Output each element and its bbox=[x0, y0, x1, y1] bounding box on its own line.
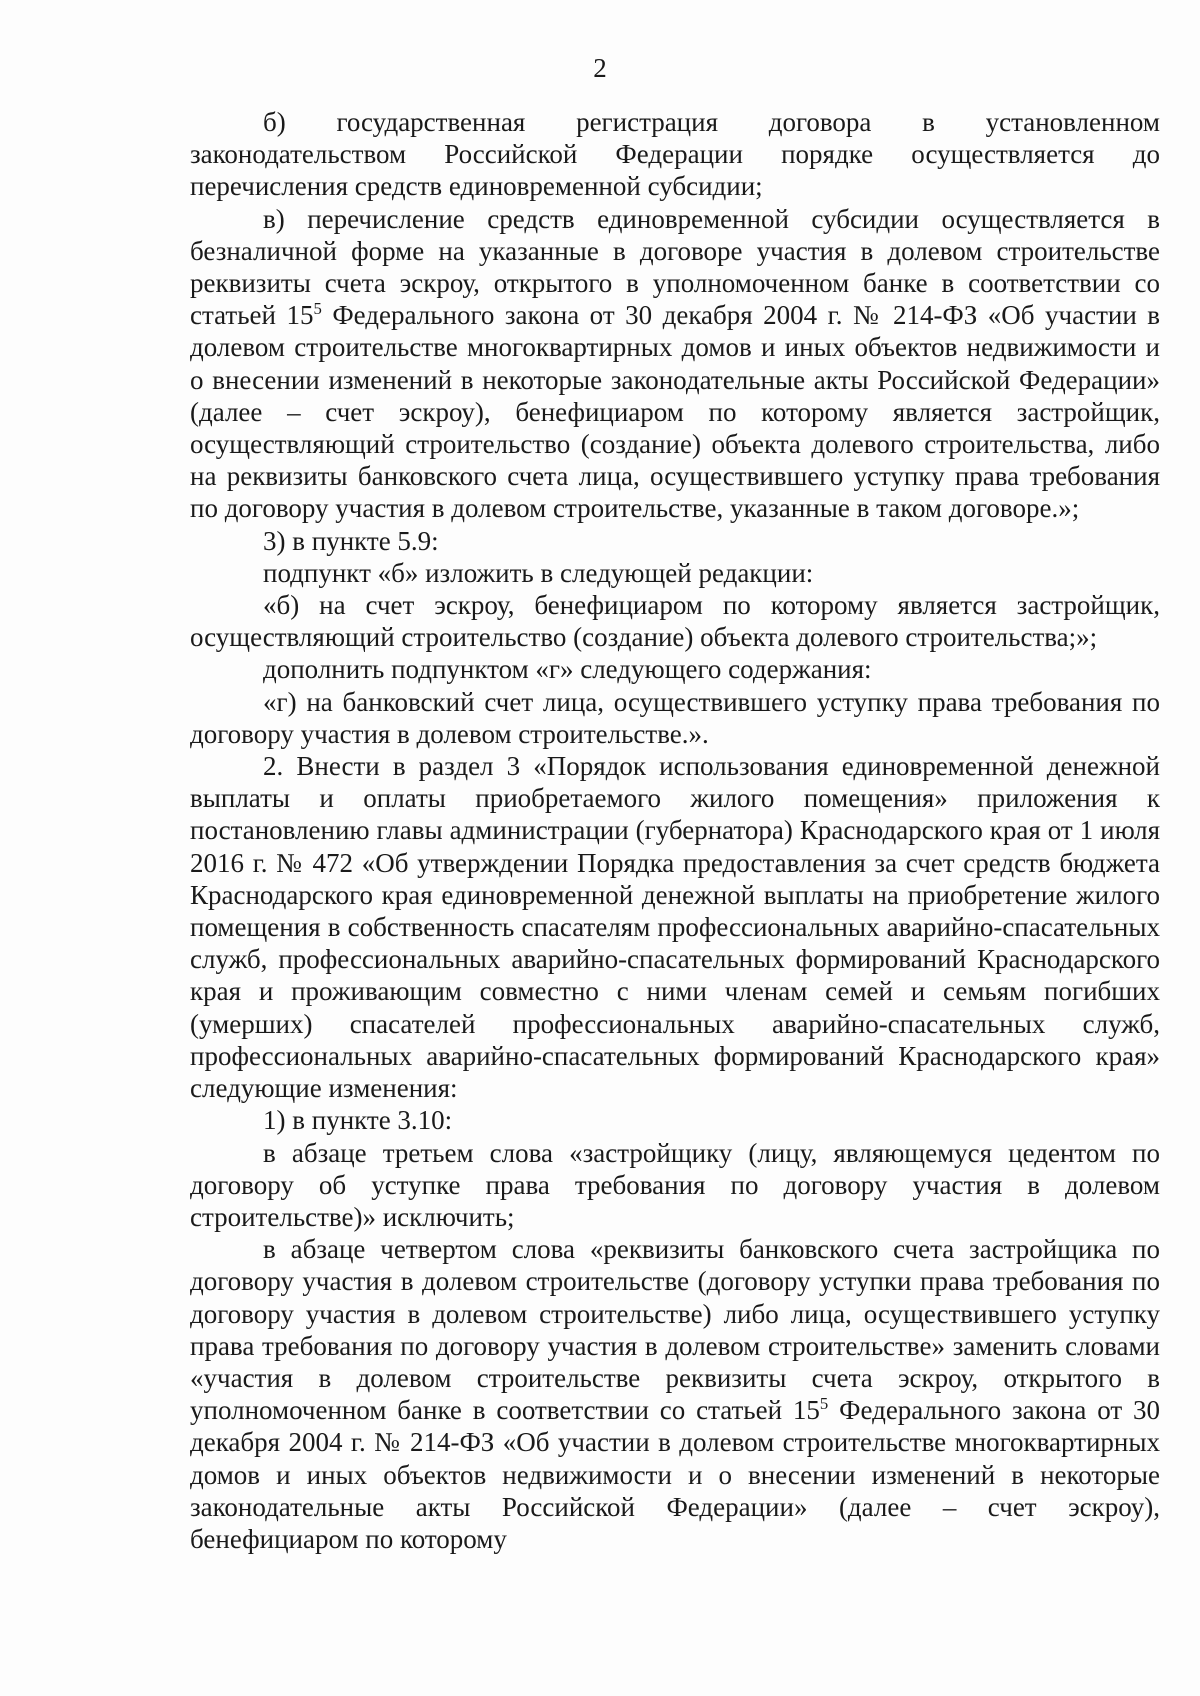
document-body bbox=[190, 106, 1160, 1555]
paragraph bbox=[190, 203, 1160, 525]
paragraph-text: в абзаце четвертом слова «реквизиты банковского счета застройщика по договору участия в долевом строительстве (договору уступки права требования по договору участия в долевом строительстве) либо лица, осуществившего уступку права требования по договору участия в долевом строительстве» заменить словами «участия в долевом строительстве реквизиты счета эскроу, открытого в уполномоченном банке в соответствии со статьей 15 bbox=[190, 1234, 1160, 1426]
paragraph-text: 3) в пункте 5.9: bbox=[263, 525, 439, 556]
paragraph-text: в абзаце третьем слова «застройщику (лицу, являющемуся цедентом по договору об уступке права требования по договору участия в долевом строительстве)» исключить; bbox=[190, 1137, 1160, 1232]
paragraph-text: 1) в пункте 3.10: bbox=[263, 1105, 453, 1136]
paragraph-text: «г) на банковский счет лица, осуществившего уступку права требования по договору участия в долевом строительстве.». bbox=[190, 686, 1160, 749]
paragraph-text: дополнить подпунктом «г» следующего содержания: bbox=[263, 654, 872, 685]
paragraph-text: Федерального закона от 30 декабря 2004 г. № 214-ФЗ «Об участии в долевом строительстве многоквартирных домов и иных объектов недвижимости и о внесении изменений в некоторые законодательные акты Российской Федерации» (далее – счет эскроу), бенефициаром по которому bbox=[190, 1395, 1160, 1554]
page-number: 2 bbox=[593, 53, 607, 83]
paragraph bbox=[190, 1137, 1160, 1234]
paragraph bbox=[190, 589, 1160, 653]
paragraph bbox=[190, 525, 1160, 557]
paragraph bbox=[190, 653, 1160, 685]
paragraph-text: «б) на счет эскроу, бенефициаром по которому является застройщик, осуществляющий строительство (создание) объекта долевого строительства;»; bbox=[190, 590, 1160, 653]
superscript: 5 bbox=[819, 1394, 829, 1414]
paragraph-text: 2. Внести в раздел 3 «Порядок использования единовременной денежной выплаты и оплаты приобретаемого жилого помещения» приложения к постановлению главы администрации (губернатора) Краснодарского края от 1 июля 2016 г. № 472 «Об утверждении Порядка предоставления за счет средств бюджета Краснодарского края единовременной денежной выплаты на приобретение жилого помещения в собственность спасателям профессиональных аварийно-спасательных служб, профессиональных аварийно-спасательных формирований Краснодарского края и проживающим совместно с ними членам семей и семьям погибших (умерших) спасателей профессиональных аварийно-спасательных служб, профессиональных аварийно-спасательных формирований Краснодарского края» следующие изменения: bbox=[190, 751, 1160, 1104]
paragraph-text: подпункт «б» изложить в следующей редакции: bbox=[263, 557, 814, 588]
paragraph-text: в) перечисление средств единовременной субсидии осуществляется в безналичной форме на указанные в договоре участия в долевом строительстве реквизиты счета эскроу, открытого в уполномоченном банке в соответствии со статьей 15 bbox=[190, 203, 1160, 331]
paragraph-text: б) государственная регистрация договора в установленном законодательством Российской Федерации порядке осуществляется до перечисления средств единовременной субсидии; bbox=[190, 107, 1160, 202]
paragraph bbox=[190, 1233, 1160, 1555]
paragraph bbox=[190, 106, 1160, 203]
paragraph bbox=[190, 557, 1160, 589]
paragraph bbox=[190, 1104, 1160, 1136]
paragraph-text: Федерального закона от 30 декабря 2004 г. № 214-ФЗ «Об участии в долевом строительстве многоквартирных домов и иных объектов недвижимости и о внесении изменений в некоторые законодательные акты Российской Федерации» (далее – счет эскроу), бенефициаром по которому является застройщик, осуществляющий строительство (создание) объекта долевого строительства, либо на реквизиты банковского счета лица, осуществившего уступку права требования по договору участия в долевом строительстве, указанные в таком договоре.»; bbox=[190, 300, 1161, 524]
paragraph bbox=[190, 686, 1160, 750]
superscript: 5 bbox=[313, 299, 322, 319]
paragraph bbox=[190, 750, 1160, 1104]
